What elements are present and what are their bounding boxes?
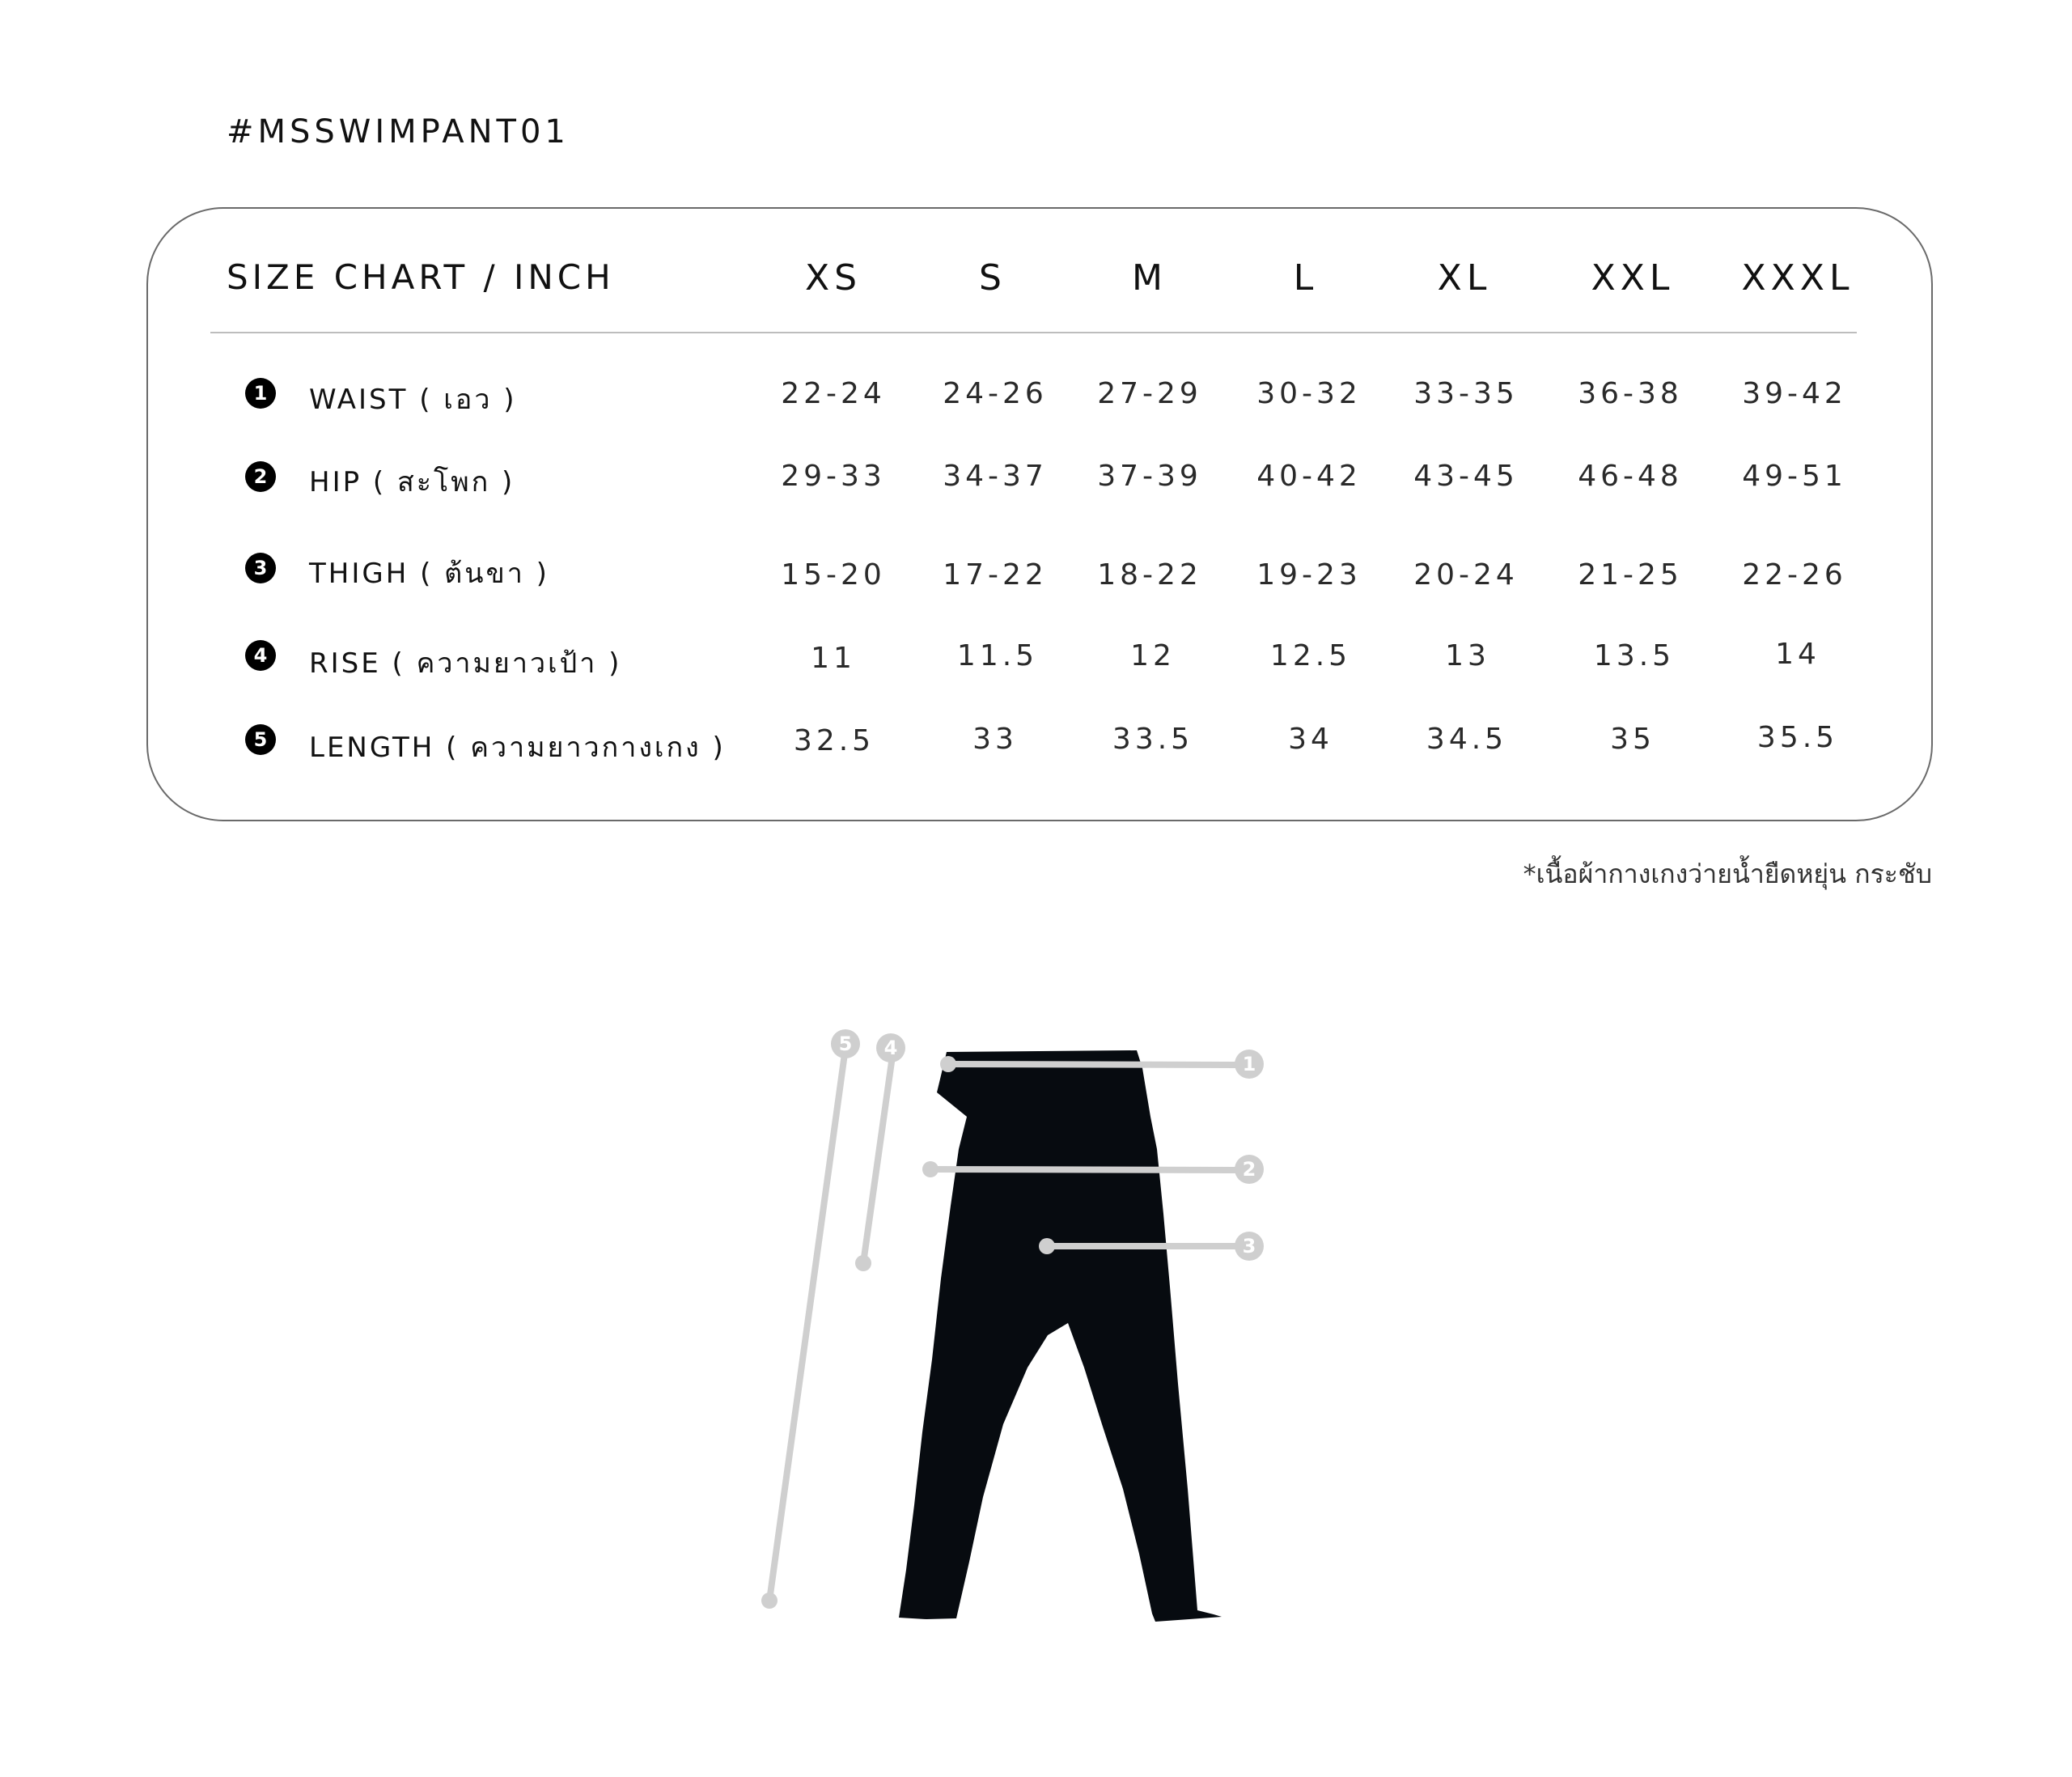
cell-waist-l: 30-32 xyxy=(1256,377,1362,410)
callout-3: 3 xyxy=(1235,1232,1264,1261)
cell-waist-xxl: 36-38 xyxy=(1578,377,1683,410)
row-label-hip: HIP ( สะโพก ) xyxy=(309,466,515,498)
product-code: #MSSWIMPANT01 xyxy=(227,113,570,151)
cell-rise-xxxl: 14 xyxy=(1775,638,1820,671)
cell-thigh-xl: 20-24 xyxy=(1413,558,1519,592)
cell-rise-xxl: 13.5 xyxy=(1593,639,1676,672)
cell-thigh-xxxl: 22-26 xyxy=(1742,558,1847,592)
badge-waist: 1 xyxy=(245,378,276,409)
hip-guide-dot xyxy=(922,1161,939,1177)
thigh-guide-dot xyxy=(1039,1238,1055,1254)
cell-length-s: 33 xyxy=(972,723,1018,756)
size-header-xxxl: XXXL xyxy=(1741,257,1854,299)
fabric-note: *เนื้อผ้ากางเกงว่ายน้ำยืดหยุ่น กระชับ xyxy=(1523,859,1932,889)
cell-hip-s: 34-37 xyxy=(943,460,1048,493)
cell-length-m: 33.5 xyxy=(1112,723,1194,756)
cell-waist-s: 24-26 xyxy=(943,377,1048,410)
chart-title: SIZE CHART / INCH xyxy=(227,257,615,297)
pants-silhouette xyxy=(899,1050,1222,1622)
waist-guide xyxy=(948,1064,1249,1065)
cell-hip-xxl: 46-48 xyxy=(1578,460,1683,493)
callout-5: 5 xyxy=(831,1029,860,1058)
cell-waist-xs: 22-24 xyxy=(781,377,886,410)
row-label-waist: WAIST ( เอว ) xyxy=(309,384,517,416)
cell-hip-xl: 43-45 xyxy=(1413,460,1519,493)
cell-rise-xl: 13 xyxy=(1445,639,1490,672)
waist-guide-dot xyxy=(940,1056,956,1072)
cell-thigh-xxl: 21-25 xyxy=(1578,558,1683,592)
badge-length: 5 xyxy=(245,724,276,755)
cell-length-l: 34 xyxy=(1288,723,1333,756)
pants-diagram xyxy=(728,1011,1343,1646)
size-header-xl: XL xyxy=(1437,257,1492,299)
rise-guide-dot xyxy=(855,1255,871,1271)
pants-illustration xyxy=(728,1011,1343,1643)
cell-length-xxxl: 35.5 xyxy=(1756,721,1839,754)
hip-guide xyxy=(930,1169,1249,1170)
cell-waist-m: 27-29 xyxy=(1097,377,1202,410)
cell-hip-xxxl: 49-51 xyxy=(1742,460,1847,493)
cell-rise-l: 12.5 xyxy=(1269,639,1352,672)
row-label-length: LENGTH ( ความยาวกางเกง ) xyxy=(309,732,726,764)
cell-thigh-s: 17-22 xyxy=(943,558,1048,592)
size-header-xs: XS xyxy=(804,257,862,299)
row-label-rise: RISE ( ความยาวเป้า ) xyxy=(309,647,622,680)
cell-rise-s: 11.5 xyxy=(956,639,1039,672)
cell-length-xxl: 35 xyxy=(1610,723,1655,756)
cell-thigh-m: 18-22 xyxy=(1097,558,1202,592)
cell-thigh-xs: 15-20 xyxy=(781,558,886,592)
callout-4: 4 xyxy=(876,1033,905,1062)
cell-hip-m: 37-39 xyxy=(1097,460,1202,493)
badge-rise: 4 xyxy=(245,640,276,671)
length-guide-dot xyxy=(761,1593,778,1609)
size-header-xxl: XXL xyxy=(1591,257,1675,299)
size-header-s: S xyxy=(979,257,1006,299)
cell-length-xl: 34.5 xyxy=(1426,723,1508,756)
row-label-thigh: THIGH ( ต้นขา ) xyxy=(309,558,549,590)
size-header-l: L xyxy=(1293,257,1319,299)
length-guide xyxy=(769,1048,845,1601)
cell-length-xs: 32.5 xyxy=(793,724,875,757)
cell-waist-xxxl: 39-42 xyxy=(1742,377,1847,410)
size-header-m: M xyxy=(1132,257,1167,299)
cell-thigh-l: 19-23 xyxy=(1256,558,1362,592)
badge-hip: 2 xyxy=(245,461,276,492)
callout-2: 2 xyxy=(1235,1155,1264,1184)
badge-thigh: 3 xyxy=(245,553,276,583)
rise-guide xyxy=(863,1056,892,1263)
cell-rise-m: 12 xyxy=(1130,639,1176,672)
cell-rise-xs: 11 xyxy=(811,642,856,675)
callout-1: 1 xyxy=(1235,1050,1264,1079)
cell-hip-l: 40-42 xyxy=(1256,460,1362,493)
header-divider xyxy=(210,332,1857,333)
cell-waist-xl: 33-35 xyxy=(1413,377,1519,410)
cell-hip-xs: 29-33 xyxy=(781,460,886,493)
